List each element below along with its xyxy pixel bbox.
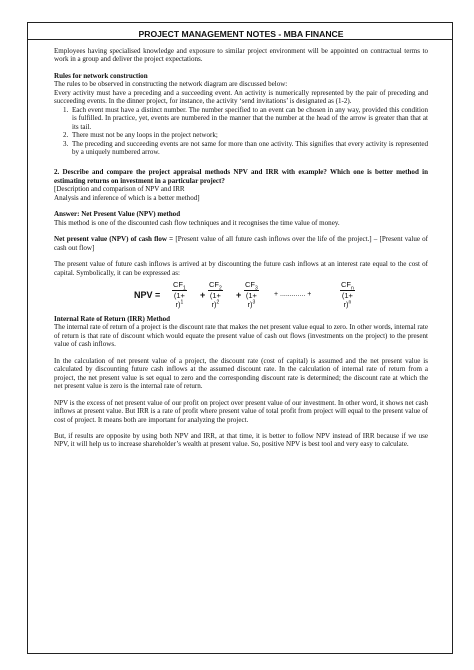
answer-paragraph: This method is one of the discounted cash flow techniques and it recognises the time value of money. [54,218,340,227]
npv-formula [54,279,428,313]
rules-heading: Rules for network construction [54,71,148,80]
formula-ellipsis: + ............. + [274,290,312,298]
list-item: 1. Each event must have a distinct number. The number specified to an event can be chosen in any way, provided this condition is fulfilled. In practice, yet, events are numbered in the manner that the number at the head of the arrow is greater than that at its tail. [70,106,428,131]
formula-lhs: NPV = [134,289,161,300]
formula-term-n: $CF_n$ $(1+ r)^n$ [341,279,354,309]
question-note-1: [Description and comparison of NPV and IRR [54,185,185,194]
rules-intro: The rules to be observed in constructing the network diagram are discussed below: [54,80,288,89]
formula-plus: + [236,289,242,300]
question-note-2: Analysis and inference of which is a better method] [54,193,200,202]
page-content [54,29,428,449]
formula-term-1: $\frac{CF_1}{(1+ r)^1}$ [173,279,186,309]
present-value-paragraph: The present value of future cash inflows is arrived at by discounting the future cash inflows at an interest rate equal to the cost of capital. Symbolically, it can be expressed as: [54,260,428,277]
list-item: 3. The preceding and succeeding events are not same for more than one activity. This signifies that every activity is represented by a uniquely numbered arrow. [70,140,428,157]
irr-heading: Internal Rate of Return (IRR) Method [54,314,171,323]
formula-term-3: $\frac{CF_3}{(1+ r)^3}$ [245,279,258,309]
formula-term-2: $\frac{CF_2}{(1+ r)^2}$ [209,279,222,309]
npv-comparison-paragraph: NPV is the excess of net present value of our profit on project over present value of our investment. In other word, it shows net cash inflows at present value. But IRR is a rate of profit where present value of total profit from project will equal to the present value of cost of project. It means both are important for analyzing the project. [54,398,428,424]
intro-paragraph: Employees having specialised knowledge and exposure to similar project environment will be appointed on contractual terms to work in a group and deliver the project expectations. [54,47,428,64]
document-page [27,22,453,654]
npv-definition [54,235,428,252]
formula-plus: + [200,289,206,300]
question-heading: 2. Describe and compare the project appraisal methods NPV and IRR with example? Which one is better method in estimating returns on investment in a particular project? [54,168,428,185]
final-paragraph: But, if results are opposite by using both NPV and IRR, at that time, it is better to follow NPV instead of IRR because if we use NPV, it will help us to increase shareholder’s wealth at present value. So, positive NPV is best tool and very easy to calculate. [54,431,428,449]
list-item: 2. There must not be any loops in the project network; [70,131,428,139]
page-title: PROJECT MANAGEMENT NOTES - MBA FINANCE [138,29,344,39]
rules-paragraph: Every activity must have a preceding and a succeeding event. An activity is numerically represented by the pair of preceding and succeeding events. In the dinner project, for instance, the activity ‘send invitations’ is designated as (1-2). [54,88,428,106]
irr-paragraph-1: The internal rate of return of a project is the discount rate that makes the net present value equal to zero. In other words, internal rate of return is that rate of discount which would equate the present value of cash out flows (investments on the project) to the present value of cash inflows. [54,323,428,349]
answer-heading: Answer: Net Present Value (NPV) method [54,210,181,219]
npv-definition-label: Net present value (NPV) of cash flow = [54,235,174,244]
rules-list [54,106,428,157]
irr-paragraph-2: In the calculation of net present value of a project, the discount rate (cost of capital) is assumed and the net present value is calculated by discounting future cash inflows at the assumed discount rate. In the calculation of internal rate of return from a project, the net present value is set equal to zero and the corresponding discount rate is determined; the discount rate at which the net present value is zero is the internal rate of return. [54,356,428,391]
npv-definition-text: [Present value of all future cash inflows over the life of the project.] – [Present value of cash out flow] [54,235,429,252]
